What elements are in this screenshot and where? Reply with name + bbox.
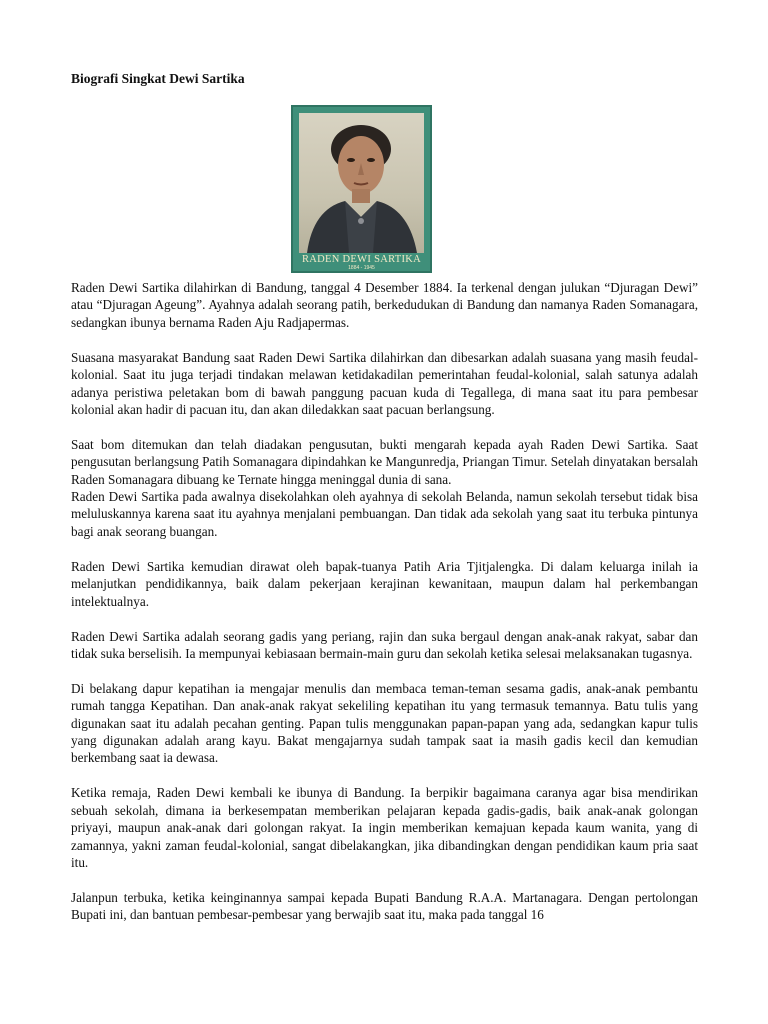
portrait-drawing [299,113,424,253]
paragraph: Ketika remaja, Raden Dewi kembali ke ibunya di Bandung. Ia berpikir bagaimana caranya agar bisa mendirikan sebuah sekolah, dimana ia berkesempatan memberikan pelajaran kepada gadis-gadis, baik anak-anak golongan priyayi, maupun anak-anak dari golongan rakyat. Ia ingin memberikan kemajuan kepada kaum wanita, yang di zamannya, yakni zaman feudal-kolonial, sangat dibelakangkan, jika dibandingkan dengan pendidikan kaum pria saat itu. [71,785,698,870]
document-title: Biografi Singkat Dewi Sartika [71,71,245,86]
portrait-caption: RADEN DEWI SARTIKA [301,254,422,265]
paragraph: Saat bom ditemukan dan telah diadakan pengusutan, bukti mengarah kepada ayah Raden Dewi Sartika. Saat pengusutan berlangsung Patih Somanagara dipindahkan ke Mangunredja, Priangan Timur. Setelah dinyatakan bersalah Raden Somanagara dibuang ke Ternate hingga meninggal dunia di sana. [71,436,698,487]
paragraph: Jalanpun terbuka, ketika keinginannya sampai kepada Bupati Bandung R.A.A. Martanagara. Dengan pertolongan Bupati ini, dan bantuan pembesar-pembesar yang berwajib saat itu, maka pada tanggal 16 [71,889,698,923]
paragraph: Suasana masyarakat Bandung saat Raden Dewi Sartika dilahirkan dan dibesarkan adalah suasana yang masih feudal-kolonial. Saat itu juga terjadi tindakan melawan ketidakadilan pemerintahan feudal-kolonial, salah satunya adalah adanya peristiwa peletakan bom di bawah panggung pacuan kuda di Tegallega, di mana saat itu para pembesar kolonial akan hadir di pacuan itu, dan akan diledakkan saat pacuan berlangsung. [71,349,698,417]
portrait-years: 1884 - 1945 [348,265,375,271]
portrait-figure [291,105,432,273]
paragraph: Raden Dewi Sartika pada awalnya disekolahkan oleh ayahnya di sekolah Belanda, namun sekolah tersebut tidak bisa meluluskannya karena saat itu ayahnya menjalani pembuangan. Dan tidak ada sekolah yang saat itu terbuka pintunya bagi anak seorang buangan. [71,489,698,539]
paragraph: Raden Dewi Sartika adalah seorang gadis yang periang, rajin dan suka bergaul dengan anak-anak rakyat, sabar dan tidak suka berselisih. Ia mempunyai kebiasaan bermain-main guru dan sekolah ketika selesai melaksanakan tugasnya. [71,628,698,661]
paragraph: Raden Dewi Sartika dilahirkan di Bandung, tanggal 4 Desember 1884. Ia terkenal dengan julukan “Djuragan Dewi” atau “Djuragan Ageung”. Ayahnya adalah seorang patih, berkedudukan di Bandung dan namanya Raden Somanagara, sedangkan ibunya bernama Raden Aju Radjapermas. [71,280,698,330]
paragraph: Raden Dewi Sartika kemudian dirawat oleh bapak-tuanya Patih Aria Tjitjalengka. Di dalam keluarga inilah ia melanjutkan pendidikannya, baik dalam pekerjaan kerajinan kewanitaan, maupun dalam hal perkembangan intelektualnya. [71,558,698,609]
portrait-photo-icon [299,113,424,253]
paragraph: Di belakang dapur kepatihan ia mengajar menulis dan membaca teman-teman sesama gadis, anak-anak pembantu rumah tangga Kepatihan. Dan anak-anak rakyat sekeliling kepatihan itu yang termasuk temannya. Batu tulis yang digunakan saat itu adalah pecahan genting. Papan tulis menggunakan papan-papan yang ada, sedangkan kapur tulis yang digunakan adalah arang kayu. Bakat mengajarnya sudah tampak saat ia masih gadis kecil dan kemudian berkembang saat ia dewasa. [71,680,698,766]
document-body [71,279,698,941]
